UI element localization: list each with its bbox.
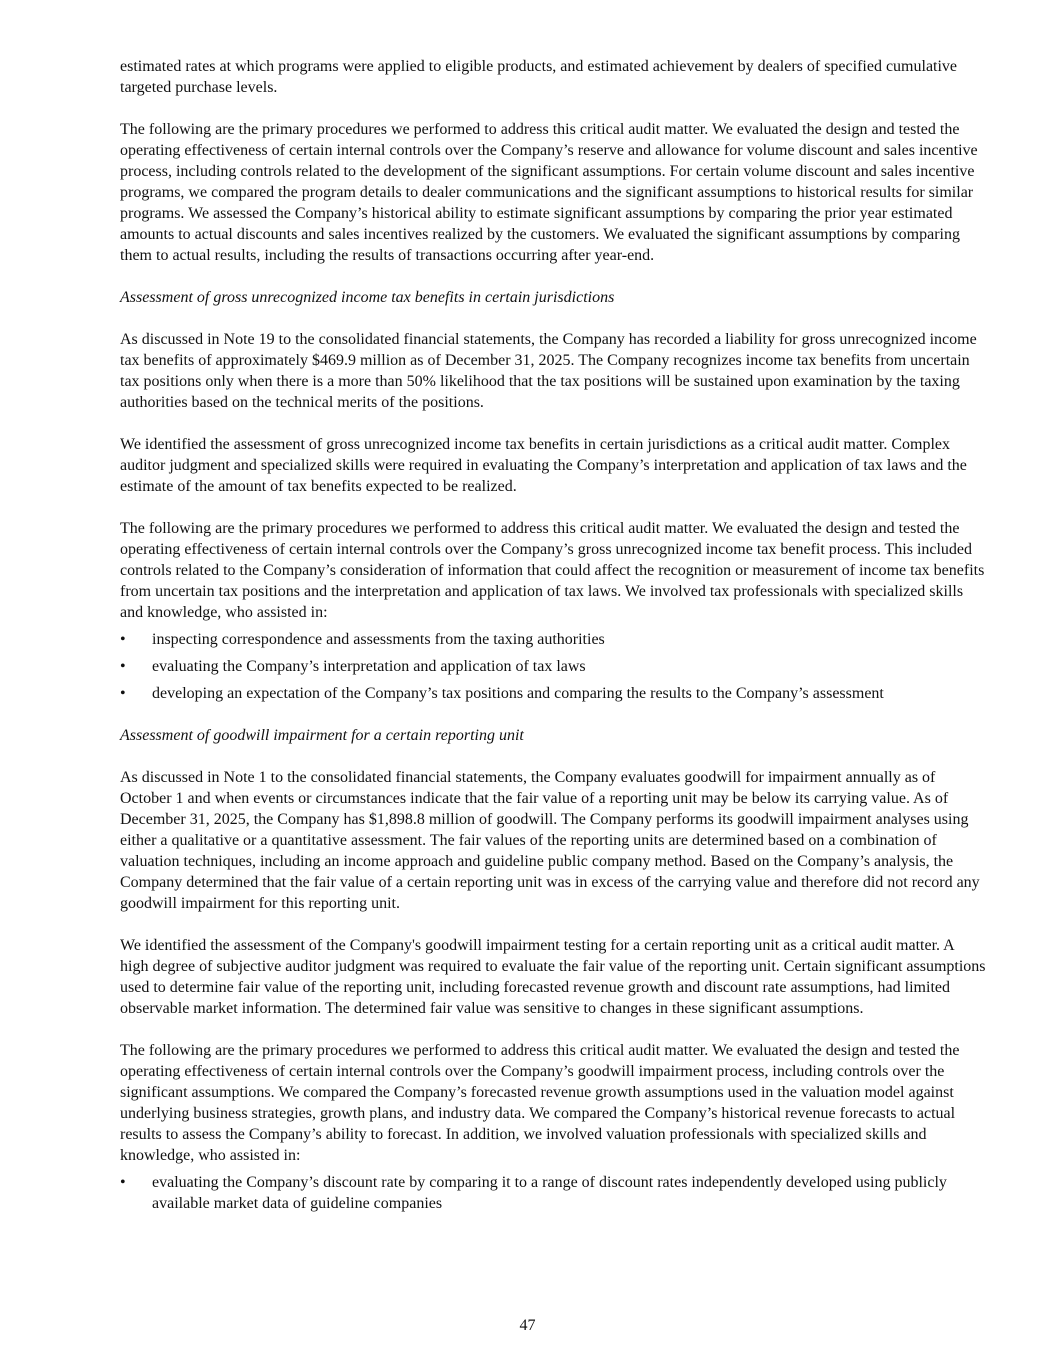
list-item-text: evaluating the Company’s discount rate by comparing it to a range of discount rates independently developed using publicly available market data of guideline companies: [152, 1174, 947, 1212]
bullet-glyph: •: [120, 658, 126, 675]
list-item-text: developing an expectation of the Company’s tax positions and comparing the results to the Company’s assessment: [152, 685, 884, 702]
bullet-glyph: •: [120, 1174, 126, 1191]
list-item-text: inspecting correspondence and assessments from the taxing authorities: [152, 631, 605, 648]
bullet-glyph: •: [120, 631, 126, 648]
paragraph-tax-note-19: As discussed in Note 19 to the consolidated financial statements, the Company has recorded a liability for gross unrecognized income tax benefits of approximately $469.9 million as of December 31, 2025. The Company recognizes income tax benefits from uncertain tax positions only when there is a more than 50% likelihood that the tax positions will be sustained upon examination by the taxing authorities based on the technical merits of the positions.: [120, 331, 977, 411]
list-item: [120, 683, 986, 704]
list-item-text: evaluating the Company’s interpretation and application of tax laws: [152, 658, 586, 675]
paragraph-goodwill-note-1: As discussed in Note 1 to the consolidated financial statements, the Company evaluates goodwill for impairment annually as of October 1 and when events or circumstances indicate that the fair value of a reporting unit may be below its carrying value. As of December 31, 2025, the Company has $1,898.8 million of goodwill. The Company performs its goodwill impairment analyses using either a qualitative or a quantitative assessment. The fair values of the reporting units are determined based on a combination of valuation techniques, including an income approach and guideline public company method. Based on the Company’s analysis, the Company determined that the fair value of a certain reporting unit was in excess of the carrying value and therefore did not record any goodwill impairment for this reporting unit.: [120, 769, 980, 912]
paragraph-tax-procedures: The following are the primary procedures we performed to address this critical audit matter. We evaluated the design and tested the operating effectiveness of certain internal controls over the Company’s gross unrecognized income tax benefit process. This included controls related to the Company’s consideration of information that could affect the recognition or measurement of income tax benefits from uncertain tax positions and the interpretation and application of tax laws. We involved tax professionals with specialized skills and knowledge, who assisted in:: [120, 520, 985, 621]
list-item: [120, 1172, 986, 1214]
heading-tax-benefits: Assessment of gross unrecognized income tax benefits in certain jurisdictions: [120, 289, 615, 306]
paragraph-goodwill-procedures: The following are the primary procedures we performed to address this critical audit matter. We evaluated the design and tested the operating effectiveness of certain internal controls over the Company’s goodwill impairment process, including controls over the significant assumptions. We compared the Company’s forecasted revenue growth assumptions used in the valuation model against underlying business strategies, growth plans, and industry data. We compared the Company’s historical revenue forecasts to actual results to assess the Company’s ability to forecast. In addition, we involved valuation professionals with specialized skills and knowledge, who assisted in:: [120, 1042, 960, 1164]
bullet-glyph: •: [120, 685, 126, 702]
list-item: [120, 629, 986, 650]
paragraph-continued-estimates: estimated rates at which programs were applied to eligible products, and estimated achievement by dealers of specified cumulative targeted purchase levels.: [120, 58, 958, 96]
heading-goodwill-impairment: Assessment of goodwill impairment for a certain reporting unit: [120, 727, 524, 744]
goodwill-procedures-list: [120, 1172, 986, 1214]
page-number: 47: [519, 1317, 536, 1334]
paragraph-tax-critical-matter: We identified the assessment of gross unrecognized income tax benefits in certain jurisdictions as a critical audit matter. Complex auditor judgment and specialized skills were required in evaluating the Company’s interpretation and application of tax laws and the estimate of the amount of tax benefits expected to be realized.: [120, 436, 967, 495]
list-item: [120, 656, 986, 677]
paragraph-goodwill-critical-matter: We identified the assessment of the Company's goodwill impairment testing for a certain reporting unit as a critical audit matter. A high degree of subjective auditor judgment was required to evaluate the fair value of the reporting unit. Certain significant assumptions used to determine fair value of the reporting unit, including forecasted revenue growth and discount rate assumptions, had limited observable market information. The determined fair value was sensitive to changes in these significant assumptions.: [120, 937, 986, 1017]
document-body: [120, 56, 986, 1235]
paragraph-volume-discount-procedures: The following are the primary procedures we performed to address this critical audit matter. We evaluated the design and tested the operating effectiveness of certain internal controls over the Company’s reserve and allowance for volume discount and sales incentive process, including controls related to the development of the significant assumptions. For certain volume discount and sales incentive programs, we compared the program details to dealer communications and the significant assumptions to historical results for similar programs. We assessed the Company’s historical ability to estimate significant assumptions by comparing the prior year estimated amounts to actual discounts and sales incentives realized by the customers. We evaluated the significant assumptions by comparing them to actual results, including the results of transactions occurring after year-end.: [120, 121, 978, 264]
tax-procedures-list: [120, 629, 986, 704]
